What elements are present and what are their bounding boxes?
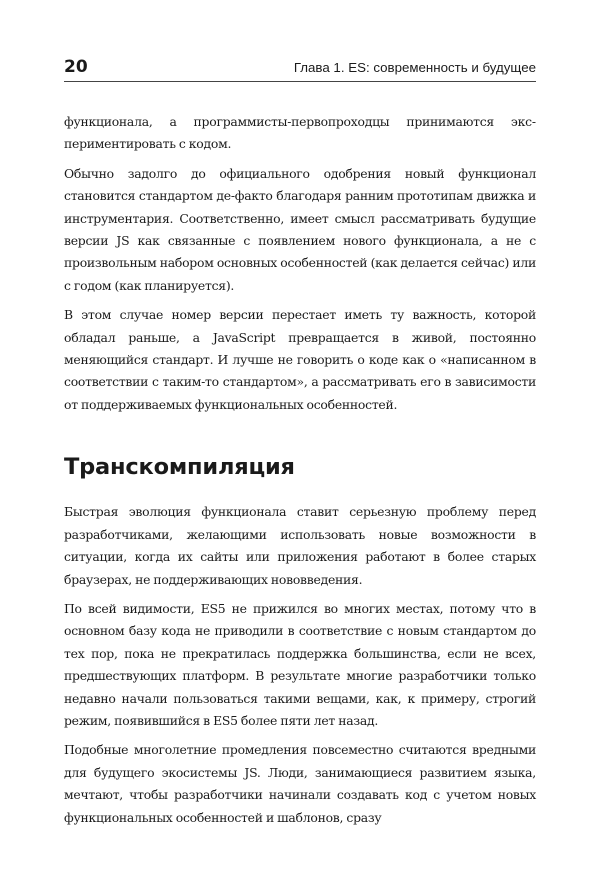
paragraph: Подобные многолетние промедления повсеместно считаются вредными для будущего экосистемы JS. Люди, занимающиеся развитием языка, мечтают, чтобы разработчики начинали создавать код с учетом новых функциональных особенностей и шаблонов, сразу	[64, 742, 536, 825]
paragraph: По всей видимости, ES5 не прижился во многих местах, потому что в основном базу кода не приводили в соответствие с новым стандартом до тех пор, пока не прекратилась поддержка большинства, если не всех, предшествующих платформ. В результате многие разработчики только недавно начали пользоваться такими вещами, как, к примеру, строгий режим, появившийся в ES5 более пяти лет назад.	[64, 600, 536, 728]
paragraph: Быстрая эволюция функционала ставит серьезную проблему перед разработчиками, желающими использовать новые возможности в ситуации, когда их сайты или приложения работают в более старых браузерах, не поддерживающих нововведения.	[64, 504, 536, 587]
paragraph: функционала, а программисты-первопроходцы принимаются экспериментировать с кодом.	[64, 114, 536, 152]
page-number: 20	[64, 57, 88, 77]
page-body	[64, 111, 536, 836]
paragraph: В этом случае номер версии перестает иметь ту важность, которой обладал раньше, а JavaScript превращается в живой, постоянно меняющийся стандарт. И лучше не говорить о коде как о «написанном в соответствии с таким-то стандартом», а рассматривать его в зависимости от поддерживаемых функциональных особенностей.	[64, 307, 536, 412]
header-rule	[64, 81, 536, 82]
paragraph: Обычно задолго до официального одобрения новый функционал становится стандартом де-факто благодаря ранним прототипам движка и инструментария. Соответственно, имеет смысл рассматривать будущие версии JS как связанные с появлением нового функционала, а не с произвольным набором основных особенностей (как делается сейчас) или с годом (как планируется).	[64, 165, 536, 293]
running-head: Глава 1. ES: современность и будущее	[293, 60, 536, 75]
page-header	[64, 56, 536, 82]
section-heading: Транскомпиляция	[64, 454, 295, 481]
